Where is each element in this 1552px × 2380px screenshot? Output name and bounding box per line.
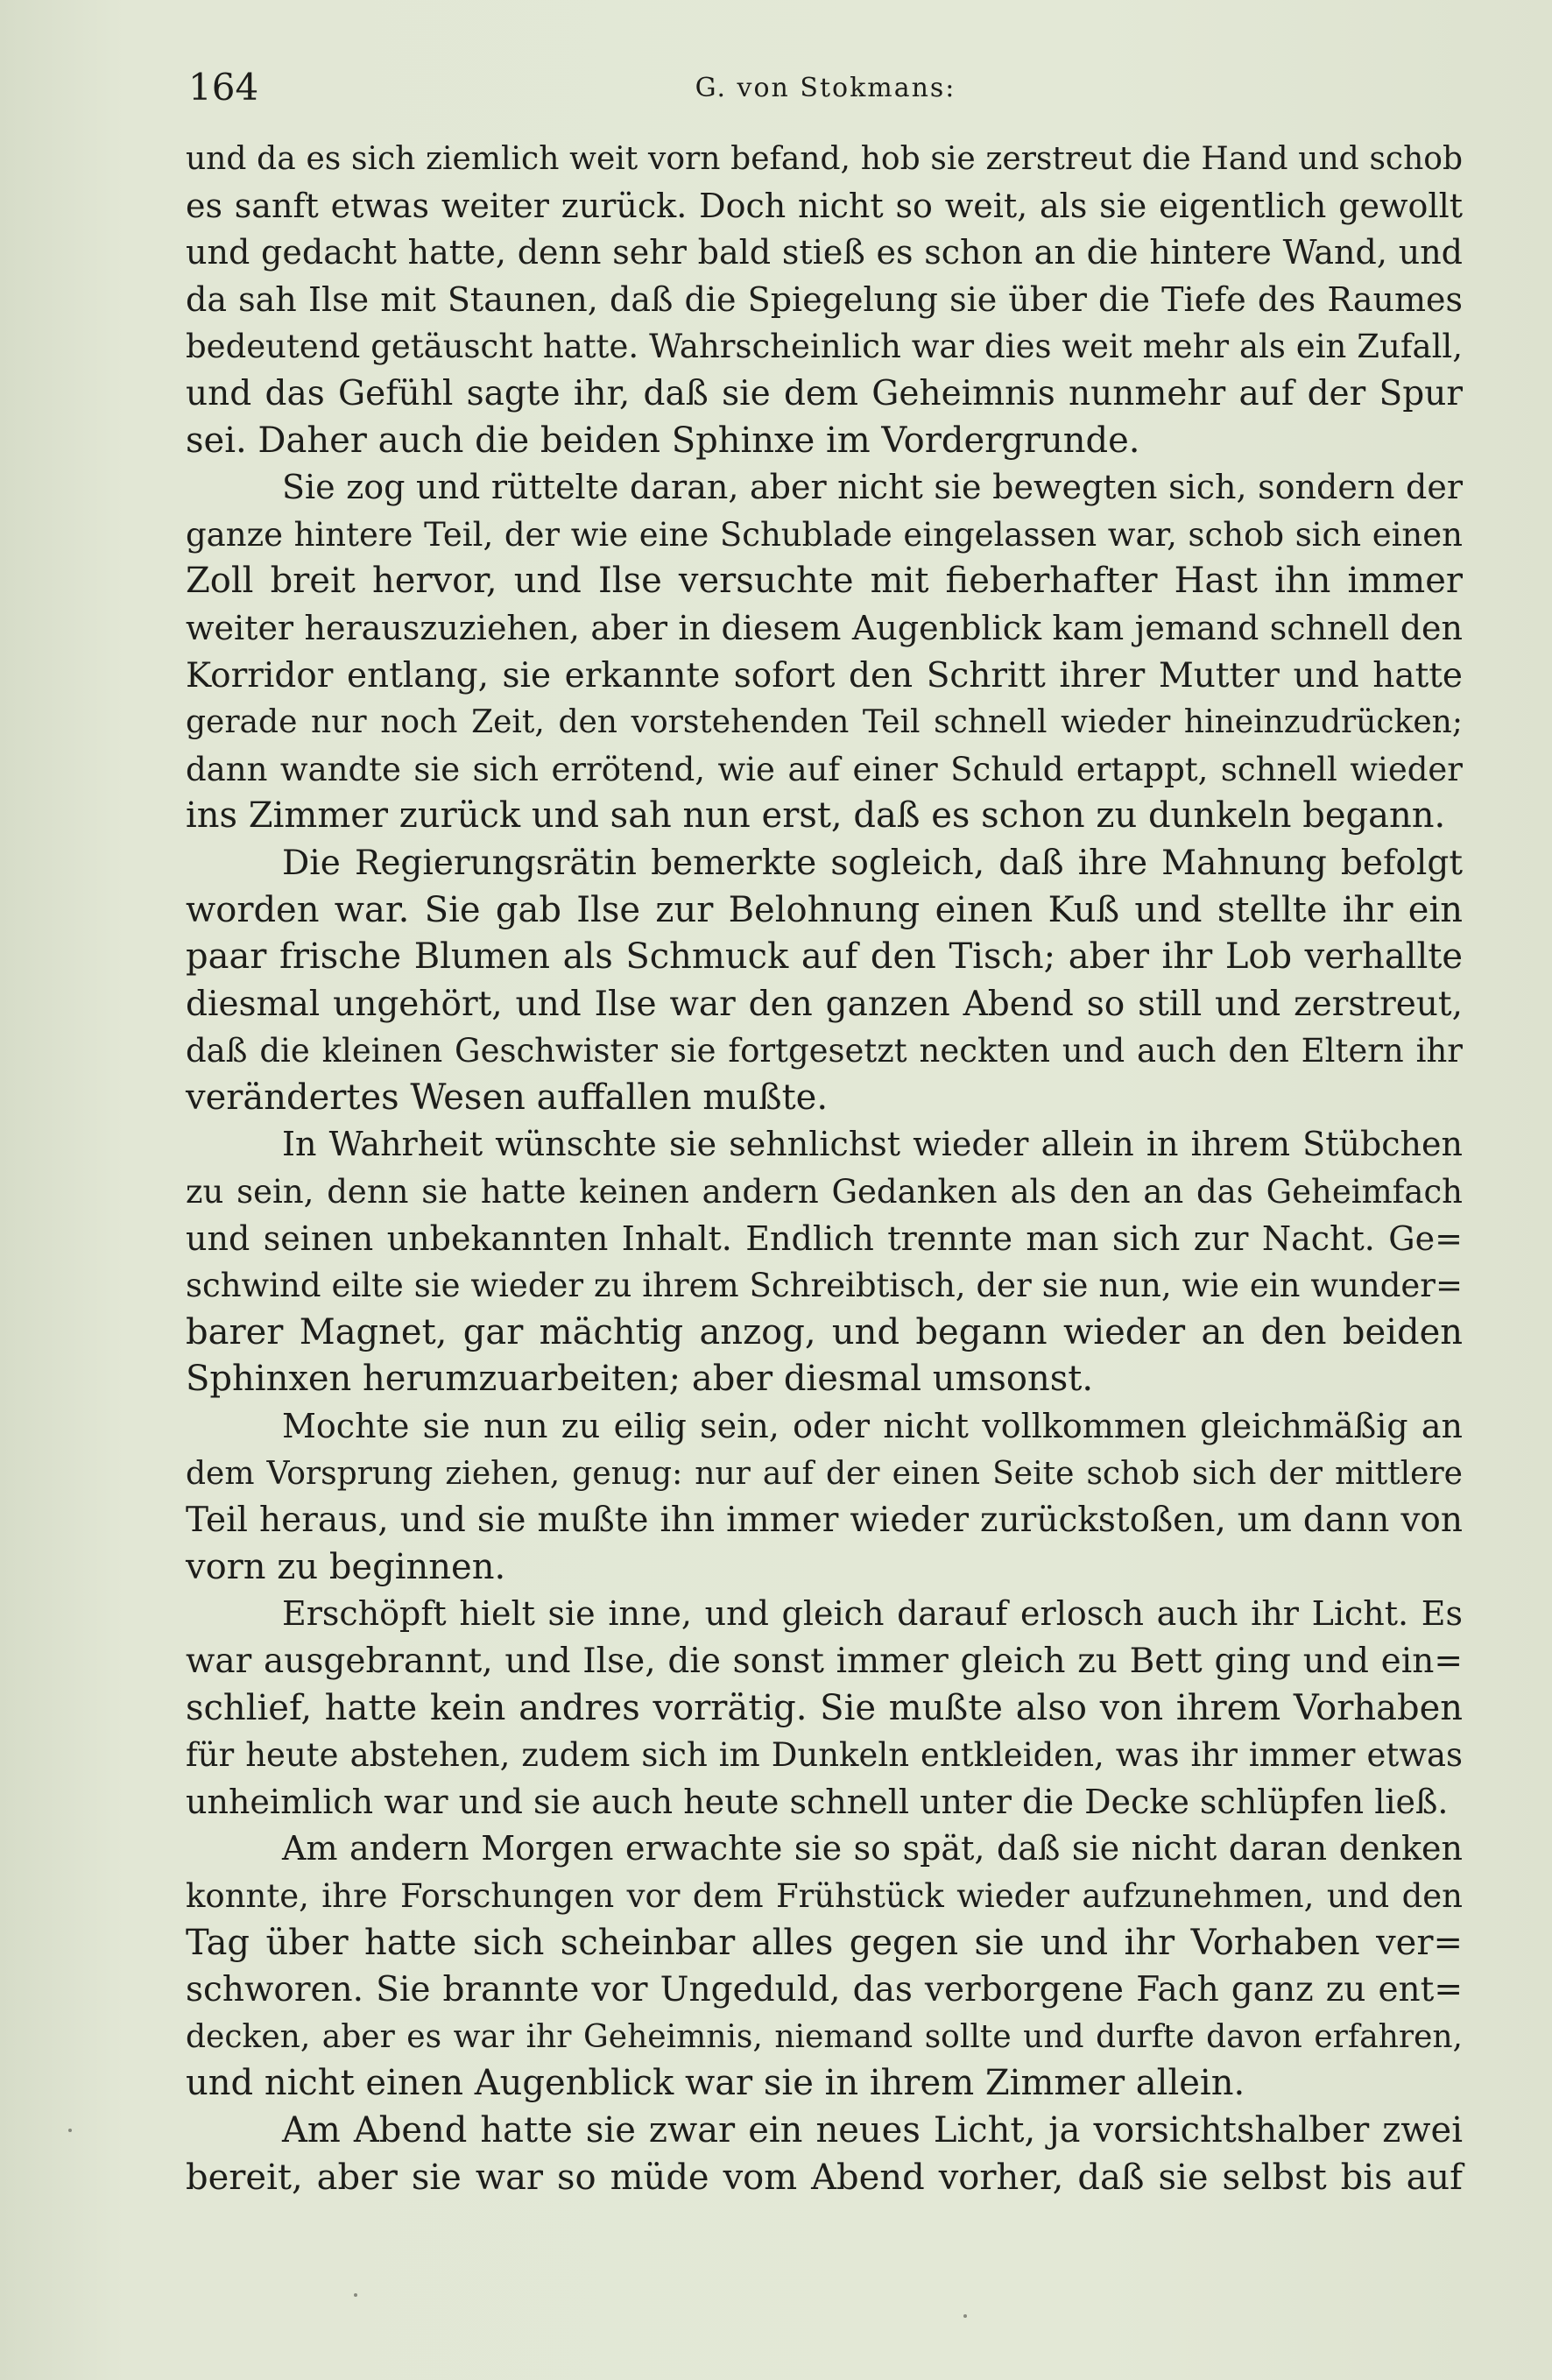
text-line: Erschöpft hielt sie inne, und gleich darauf erlosch auch ihr Licht. Es: [282, 1594, 1463, 1634]
paragraph: [186, 464, 1463, 840]
text-line: und seinen unbekannten Inhalt. Endlich trennte man sich zur Nacht. Ge=: [186, 1218, 1463, 1258]
text-line: daß die kleinen Geschwister sie fortgesetzt neckten und auch den Eltern ihr: [186, 1032, 1463, 1070]
text-line: Die Regierungsrätin bemerkte sogleich, daß ihre Mahnung befolgt: [282, 843, 1463, 883]
text-line: Am andern Morgen erwachte sie so spät, daß sie nicht daran denken: [282, 1829, 1463, 1868]
paragraph: [186, 136, 1463, 464]
paragraph: [186, 1121, 1463, 1403]
text-line: schworen. Sie brannte vor Ungeduld, das verborgene Fach ganz zu ent=: [186, 1970, 1463, 2010]
text-line: Sphinxen herumzuarbeiten; aber diesmal umsonst.: [186, 1359, 1094, 1400]
text-line: schwind eilte sie wieder zu ihrem Schreibtisch, der sie nun, wie ein wunder=: [186, 1267, 1463, 1305]
text-line: und da es sich ziemlich weit vorn befand, hob sie zerstreut die Hand und schob: [186, 141, 1463, 177]
text-line: Korridor entlang, sie erkannte sofort den Schritt ihrer Mutter und hatte: [186, 655, 1463, 696]
text-line: gerade nur noch Zeit, den vorstehenden Teil schnell wieder hineinzudrücken;: [186, 704, 1463, 741]
paragraph: [186, 1403, 1463, 1591]
text-line: war ausgebrannt, und Ilse, die sonst immer gleich zu Bett ging und ein=: [186, 1642, 1463, 1681]
page-header: [188, 61, 1463, 114]
text-line: schlief, hatte kein andres vorrätig. Sie mußte also von ihrem Vorhaben: [186, 1687, 1463, 1728]
text-line: Sie zog und rüttelte daran, aber nicht sie bewegten sich, sondern der: [282, 468, 1463, 507]
text-line: worden war. Sie gab Ilse zur Belohnung einen Kuß und stellte ihr ein: [186, 889, 1463, 930]
text-line: vorn zu beginnen.: [186, 1546, 506, 1587]
text-line: und nicht einen Augenblick war sie in ihrem Zimmer allein.: [186, 2063, 1245, 2104]
text-line: barer Magnet, gar mächtig anzog, und begann wieder an den beiden: [186, 1311, 1463, 1352]
text-line: decken, aber es war ihr Geheimnis, niemand sollte und durfte davon erfahren,: [186, 2018, 1463, 2055]
text-line: sei. Daher auch die beiden Sphinxe im Vordergrunde.: [186, 420, 1140, 461]
text-line: unheimlich war und sie auch heute schnell unter die Decke schlüpfen ließ.: [186, 1782, 1449, 1821]
text-line: Zoll breit hervor, und Ilse versuchte mit fieberhafter Hast ihn immer: [186, 561, 1463, 602]
text-line: diesmal ungehört, und Ilse war den ganzen Abend so still und zerstreut,: [186, 984, 1463, 1024]
text-line: Am Abend hatte sie zwar ein neues Licht, ja vorsichtshalber zwei: [282, 2109, 1463, 2150]
text-line: zu sein, denn sie hatte keinen andern Gedanken als den an das Geheimfach: [186, 1173, 1463, 1211]
text-line: dem Vorsprung ziehen, genug: nur auf der einen Seite schob sich der mittlere: [186, 1455, 1463, 1492]
text-line: Tag über hatte sich scheinbar alles gegen sie und ihr Vorhaben ver=: [186, 1922, 1463, 1963]
text-line: Teil heraus, und sie mußte ihn immer wieder zurückstoßen, um dann von: [186, 1501, 1463, 1541]
paragraph: [186, 2108, 1463, 2201]
text-line: Mochte sie nun zu eilig sein, oder nicht vollkommen gleichmäßig an: [282, 1407, 1463, 1446]
paper-speck: [354, 2293, 357, 2297]
text-line: und das Gefühl sagte ihr, daß sie dem Geheimnis nunmehr auf der Spur: [186, 373, 1463, 413]
paper-speck: [68, 2129, 72, 2132]
paragraph: [186, 1826, 1463, 2108]
text-line: ins Zimmer zurück und sah nun erst, daß es schon zu dunkeln begann.: [186, 795, 1446, 837]
text-line: weiter herauszuziehen, aber in diesem Augenblick kam jemand schnell den: [186, 608, 1463, 647]
page-number: 164: [188, 66, 259, 109]
text-line: für heute abstehen, zudem sich im Dunkeln entkleiden, was ihr immer etwas: [186, 1736, 1463, 1775]
text-line: konnte, ihre Forschungen vor dem Frühstück wieder aufzunehmen, und den: [186, 1876, 1463, 1915]
text-line: ganze hintere Teil, der wie eine Schublade eingelassen war, schob sich einen: [186, 515, 1463, 554]
body-text: [186, 136, 1463, 2201]
text-line: bedeutend getäuscht hatte. Wahrscheinlich war dies weit mehr als ein Zufall,: [186, 328, 1463, 366]
text-line: dann wandte sie sich errötend, wie auf einer Schuld ertappt, schnell wieder: [186, 750, 1463, 788]
paragraph: [186, 1591, 1463, 1826]
text-line: paar frische Blumen als Schmuck auf den Tisch; aber ihr Lob verhallte: [186, 936, 1463, 978]
paper-speck: [963, 2314, 967, 2318]
text-line: In Wahrheit wünschte sie sehnlichst wieder allein in ihrem Stübchen: [282, 1125, 1463, 1164]
text-line: da sah Ilse mit Staunen, daß die Spiegelung sie über die Tiefe des Raumes: [186, 279, 1463, 319]
text-line: und gedacht hatte, denn sehr bald stieß es schon an die hintere Wand, und: [186, 233, 1463, 272]
text-line: verändertes Wesen auffallen mußte.: [186, 1077, 829, 1118]
paragraph: [186, 840, 1463, 1122]
text-line: bereit, aber sie war so müde vom Abend vorher, daß sie selbst bis auf: [186, 2157, 1463, 2198]
text-line: es sanft etwas weiter zurück. Doch nicht so weit, als sie eigentlich gewollt: [186, 186, 1463, 225]
running-head: G. von Stokmans:: [695, 73, 956, 103]
